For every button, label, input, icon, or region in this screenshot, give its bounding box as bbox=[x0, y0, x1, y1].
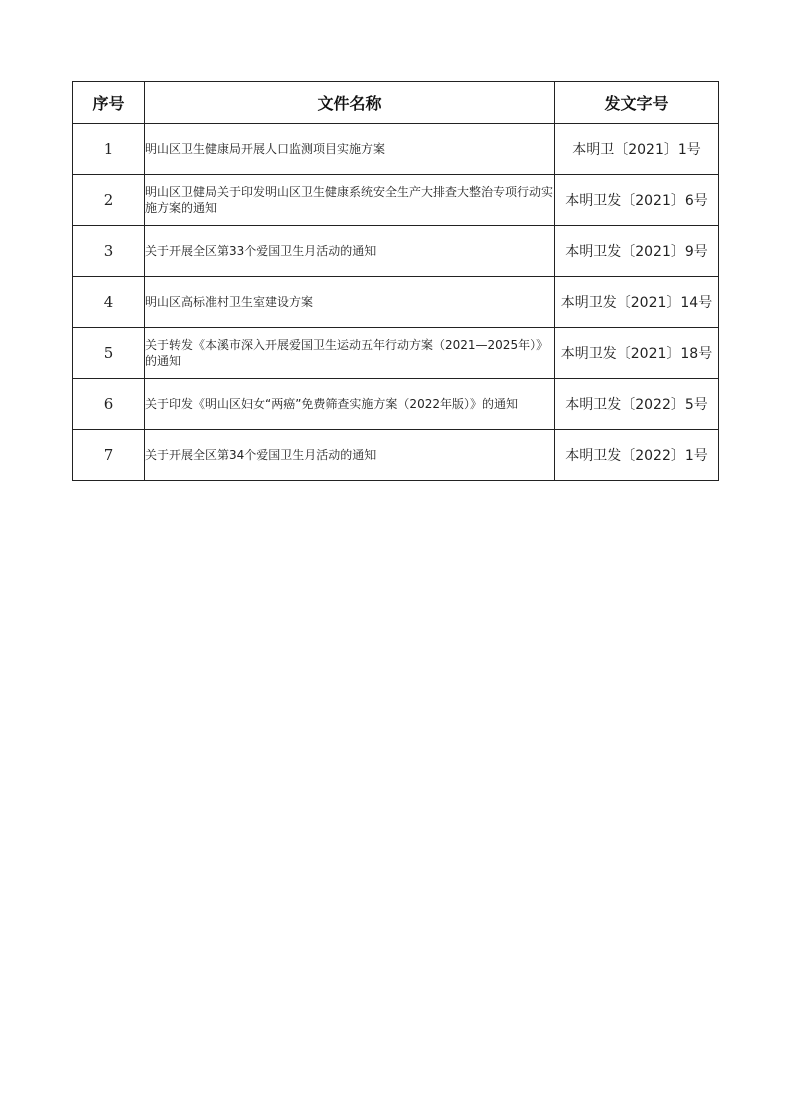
table-header bbox=[73, 82, 719, 124]
row-name: 关于印发《明山区妇女“两癌”免费筛查实施方案（2022年版）》的通知 bbox=[145, 379, 555, 430]
row-name: 明山区卫生健康局开展人口监测项目实施方案 bbox=[145, 124, 555, 175]
table-row bbox=[73, 328, 719, 379]
row-seq: 1 bbox=[73, 124, 145, 175]
header-code: 发文字号 bbox=[555, 82, 719, 124]
row-code: 本明卫发〔2022〕5号 bbox=[555, 379, 719, 430]
table-row bbox=[73, 175, 719, 226]
row-seq: 3 bbox=[73, 226, 145, 277]
row-code: 本明卫发〔2021〕9号 bbox=[555, 226, 719, 277]
row-name: 明山区高标准村卫生室建设方案 bbox=[145, 277, 555, 328]
header-seq: 序号 bbox=[73, 82, 145, 124]
table-row bbox=[73, 124, 719, 175]
row-name: 关于开展全区第34个爱国卫生月活动的通知 bbox=[145, 430, 555, 481]
row-code: 本明卫发〔2021〕14号 bbox=[555, 277, 719, 328]
table-body bbox=[73, 124, 719, 481]
row-seq: 4 bbox=[73, 277, 145, 328]
row-seq: 2 bbox=[73, 175, 145, 226]
row-name: 关于转发《本溪市深入开展爱国卫生运动五年行动方案（2021—2025年）》的通知 bbox=[145, 328, 555, 379]
row-code: 本明卫发〔2021〕6号 bbox=[555, 175, 719, 226]
table-row bbox=[73, 277, 719, 328]
table-row bbox=[73, 226, 719, 277]
table-row bbox=[73, 430, 719, 481]
row-code: 本明卫〔2021〕1号 bbox=[555, 124, 719, 175]
header-row bbox=[73, 82, 719, 124]
row-seq: 7 bbox=[73, 430, 145, 481]
row-seq: 5 bbox=[73, 328, 145, 379]
row-code: 本明卫发〔2021〕18号 bbox=[555, 328, 719, 379]
table-row bbox=[73, 379, 719, 430]
row-name: 明山区卫健局关于印发明山区卫生健康系统安全生产大排查大整治专项行动实施方案的通知 bbox=[145, 175, 555, 226]
row-seq: 6 bbox=[73, 379, 145, 430]
document-list-table bbox=[72, 81, 719, 481]
row-name: 关于开展全区第33个爱国卫生月活动的通知 bbox=[145, 226, 555, 277]
header-name: 文件名称 bbox=[145, 82, 555, 124]
row-code: 本明卫发〔2022〕1号 bbox=[555, 430, 719, 481]
